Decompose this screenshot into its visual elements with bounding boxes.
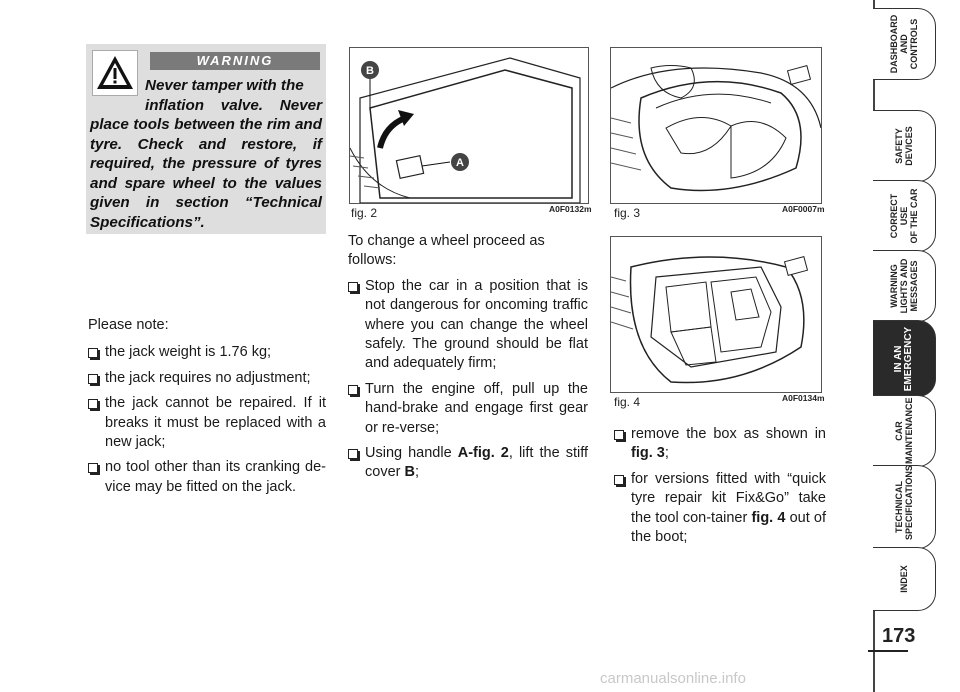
warning-label: WARNING <box>150 52 320 70</box>
tab-label: CAR MAINTENANCE <box>894 397 914 464</box>
list-item: the jack requires no adjustment; <box>88 369 326 388</box>
tab-technical-specifications[interactable] <box>873 465 936 549</box>
bullet-icon <box>348 449 358 459</box>
tab-label: INDEX <box>899 565 909 593</box>
bullet-icon <box>88 348 98 358</box>
tab-label: CORRECT USE OF THE CAR <box>889 188 919 244</box>
procedure-intro: To change a wheel proceed as follows: <box>348 233 545 269</box>
procedure-section <box>348 232 588 489</box>
tab-dashboard[interactable] <box>873 8 936 80</box>
page-number: 173 <box>882 625 916 647</box>
procedure-right-section <box>614 425 826 553</box>
bullet-icon <box>348 282 358 292</box>
tab-in-an-emergency[interactable] <box>873 320 936 397</box>
list-item: Using handle A-fig. 2, lift the stiff cover B; <box>348 444 588 483</box>
figure-2-caption: fig. 2 <box>351 206 378 220</box>
tab-warning-lights[interactable] <box>873 250 936 322</box>
note-list <box>88 343 326 497</box>
figure-4-code: A0F0134m <box>782 393 825 403</box>
bullet-icon <box>88 399 98 409</box>
warning-text: Never tamper with the inflation valve. Never place tools between the rim and tyre. Check and restore, if required, the pressure of tyres and spare wheel to the values given in section “Technical Specifications”. <box>90 77 322 231</box>
bullet-icon <box>88 374 98 384</box>
watermark: carmanualsonline.info <box>600 670 746 687</box>
figure-3-caption: fig. 3 <box>614 206 641 220</box>
list-item: Turn the engine off, pull up the hand-brake and engage first gear or re-verse; <box>348 380 588 438</box>
list-item: the jack cannot be repaired. If it breaks it must be replaced with a new jack; <box>88 394 326 452</box>
list-item: remove the box as shown in fig. 3; <box>614 425 826 464</box>
tab-correct-use[interactable] <box>873 180 936 252</box>
list-item: for versions fitted with “quick tyre repair kit Fix&Go” take the tool con-tainer fig. 4 out of the boot; <box>614 470 826 548</box>
tab-car-maintenance[interactable] <box>873 395 936 467</box>
procedure-list <box>348 277 588 483</box>
tab-label: IN AN EMERGENCY <box>893 326 915 391</box>
figure-2-code: A0F0132m <box>549 204 592 214</box>
figure-2-image <box>349 47 589 204</box>
tab-label: WARNING LIGHTS AND MESSAGES <box>889 258 919 314</box>
tab-safety-devices[interactable] <box>873 110 936 182</box>
list-item: no tool other than its cranking de-vice may be fitted on the jack. <box>88 458 326 497</box>
tab-label: TECHNICAL SPECIFICATIONS <box>894 465 914 540</box>
list-item: Stop the car in a position that is not dangerous for oncoming traffic where you can change the wheel safely. The ground should be flat and adequately firm; <box>348 277 588 374</box>
page-number-rule <box>868 650 908 652</box>
tab-index[interactable] <box>873 547 936 611</box>
note-section <box>88 316 326 503</box>
tab-label: SAFETY DEVICES <box>894 126 914 166</box>
tab-label: DASHBOARD AND CONTROLS <box>889 14 919 74</box>
figure-label-a: A <box>456 157 464 169</box>
bullet-icon <box>614 475 624 485</box>
list-item: the jack weight is 1.76 kg; <box>88 343 326 362</box>
procedure-right-list <box>614 425 826 547</box>
bullet-icon <box>88 463 98 473</box>
figure-4-caption: fig. 4 <box>614 395 641 409</box>
figure-4-image <box>610 236 822 393</box>
figure-3-image <box>610 47 822 204</box>
figure-label-b: B <box>366 65 374 77</box>
bullet-icon <box>348 385 358 395</box>
bullet-icon <box>614 430 624 440</box>
figure-3-code: A0F0007m <box>782 204 825 214</box>
note-intro: Please note: <box>88 317 169 333</box>
